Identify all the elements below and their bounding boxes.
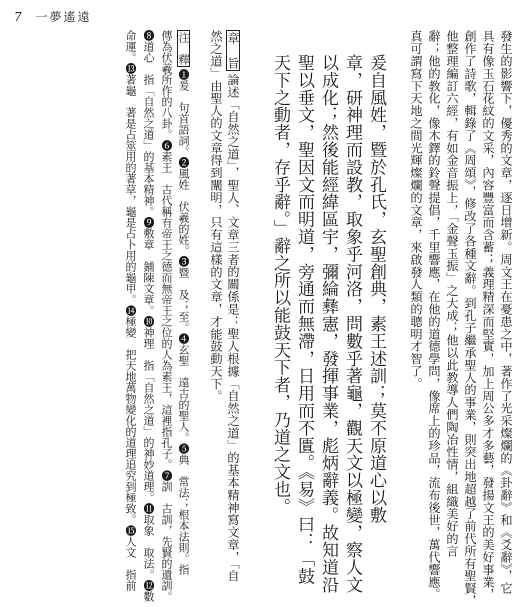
original-text-column: 天下之動者，存乎辭。」辭之所以能鼓天下者，乃道之文也。 (270, 54, 290, 516)
notes-tag: 注 釋 (177, 32, 190, 65)
original-text-column: 以成化；然後能經緯區宇，彌綸彝憲，發揮事業，彪炳辭義。故知道沿 (318, 54, 338, 594)
body-column: 創作了詩歌，輯錄了《周頌》，修改了各種文辭。到孔子繼承聖人的事業，則突出地超越了前代所有聖賢， (463, 30, 477, 607)
running-header (14, 8, 91, 25)
body-column: 他整理編訂六經，有如金音振上，「金聲玉振」之大成；他以此教導人們陶冶性情，組織美好的言 (445, 30, 459, 558)
summary-text: 論述「自然之道」，聖人、文章三者的關係是：聖人根據「自然之道」的基本精神寫文章，「自 (226, 73, 240, 582)
body-column: 具有像玉石花紋的文采，內容豐富而含蓄；義理精深而堅實，加上周公多才多藝，發揚文王的美好事業， (481, 30, 495, 601)
original-text-column: 章，研神理而設教，取象乎河洛，問數乎著龜，觀天文以極變，察人文 (342, 54, 362, 594)
original-text-column: 爰自風姓，暨於孔氏，玄聖創典，素王述訓；莫不原道心以敷 (366, 54, 386, 524)
summary-tag: 章 旨 (226, 32, 240, 70)
original-text-column: 聖以垂文，聖因文而明道，旁通而無滯，日用而不匱。《易》曰：「鼓 (294, 54, 314, 585)
notes-column: 命運。⓭著龜 著是占筮用的著草，龜是占卜用的龜甲。⓮極變 把天地萬物變化的道理追究到極致。⓯人文 指前 (124, 30, 137, 591)
notes-column: ❽道心 指「自然之道」的基本精神。❾敷章 鋪陳文章。❿神理 指「自然之道」的神妙道理。⓫取象 取法。⓬數 (142, 30, 155, 602)
summary-column (226, 30, 240, 582)
page-number: 7 (14, 10, 24, 24)
notes-text: ❶爰 句首語詞。❷風姓 伏羲的姓。❸暨 及；至。❹玄聖 遠古的聖人。❺典 常法；根本法則。指 (177, 69, 190, 575)
body-column: 真可謂寫下天地之間光輝燦爛的文章，來啟發人類的聰明才智了。 (409, 30, 423, 390)
running-title: 一夢遙遠 (35, 10, 92, 24)
summary-column: 然之道」由聖人的文章得到闡明，只有這樣的文章，才能鼓動天下。 (209, 30, 223, 402)
notes-column: 傳為伏羲所作的八卦。❻素王 古代稱有帝王之德而無帝王之位的人為素王，這裡指孔子。❼訓 古訓，先賢的遺訓。 (160, 30, 173, 602)
body-column: 發生的影響下，優秀的文章，逐日增新。周文王在憂患之中，著作了光采燦爛的《卦辭》和《爻辭》，它 (499, 30, 513, 595)
notes-column (177, 30, 190, 575)
body-column: 辭；他的教化，像木鐸的鈴聲提倡，千里響應，在他的道德學問，像席上的珍品，流布後世，萬代響應。 (427, 30, 441, 601)
